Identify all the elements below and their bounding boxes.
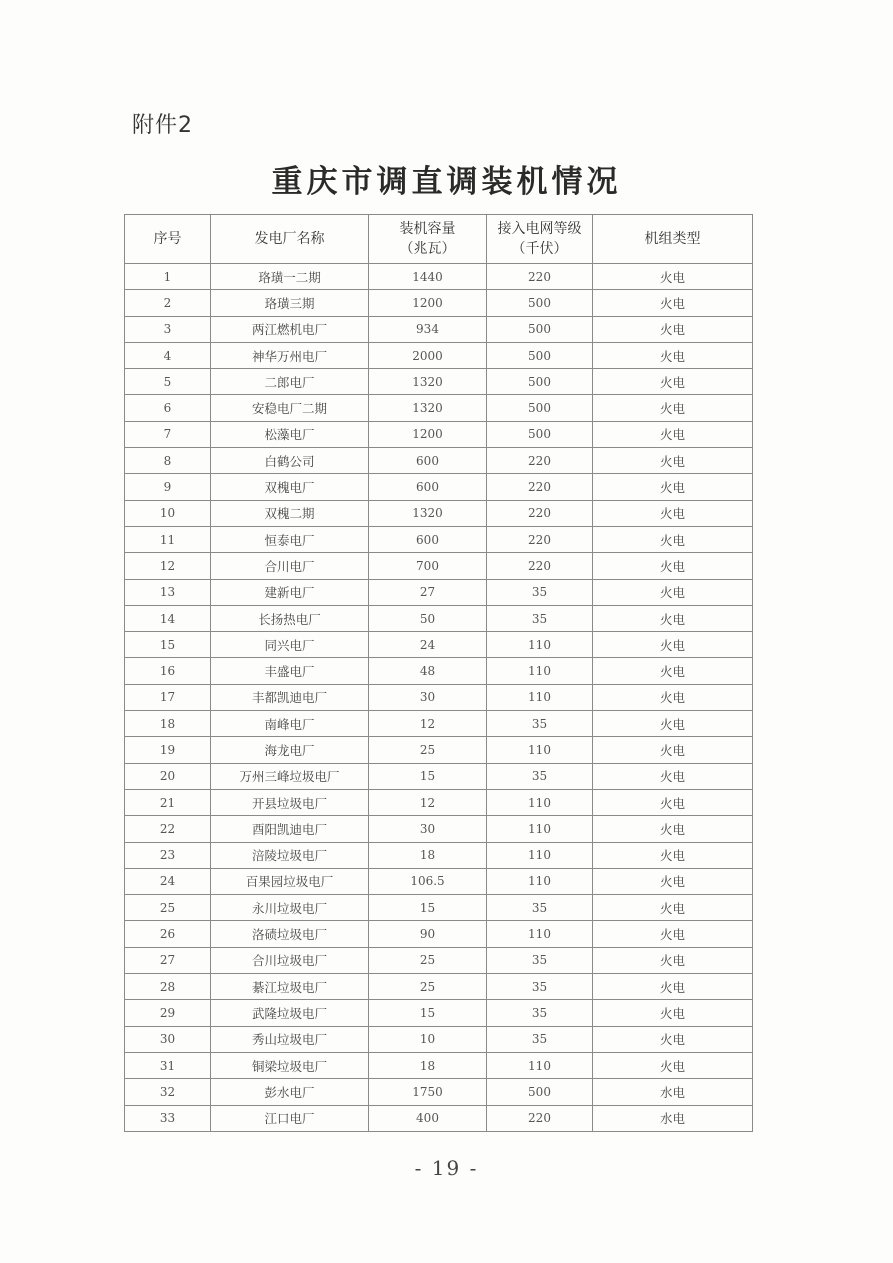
cell-voltage: 500 — [487, 1079, 593, 1105]
cell-index: 31 — [125, 1052, 211, 1078]
cell-capacity: 15 — [369, 895, 487, 921]
cell-unit-type: 火电 — [593, 290, 753, 316]
cell-plant-name: 酉阳凯迪电厂 — [211, 816, 369, 842]
cell-unit-type: 火电 — [593, 369, 753, 395]
cell-plant-name: 建新电厂 — [211, 579, 369, 605]
table-row — [125, 579, 753, 605]
cell-unit-type: 火电 — [593, 816, 753, 842]
cell-voltage: 220 — [487, 448, 593, 474]
cell-voltage: 110 — [487, 1052, 593, 1078]
cell-index: 3 — [125, 316, 211, 342]
cell-unit-type: 火电 — [593, 763, 753, 789]
cell-voltage: 35 — [487, 974, 593, 1000]
table-row — [125, 474, 753, 500]
table-row — [125, 895, 753, 921]
cell-capacity: 15 — [369, 1000, 487, 1026]
table-row — [125, 421, 753, 447]
cell-plant-name: 双槐电厂 — [211, 474, 369, 500]
cell-capacity: 18 — [369, 842, 487, 868]
table-row — [125, 921, 753, 947]
cell-voltage: 110 — [487, 632, 593, 658]
cell-capacity: 2000 — [369, 342, 487, 368]
table-row — [125, 816, 753, 842]
cell-index: 19 — [125, 737, 211, 763]
table-row — [125, 658, 753, 684]
header-voltage-line1: 接入电网等级 — [497, 221, 582, 237]
table-row — [125, 448, 753, 474]
cell-plant-name: 两江燃机电厂 — [211, 316, 369, 342]
cell-voltage: 500 — [487, 369, 593, 395]
cell-plant-name: 武隆垃圾电厂 — [211, 1000, 369, 1026]
cell-capacity: 600 — [369, 474, 487, 500]
cell-capacity: 48 — [369, 658, 487, 684]
cell-unit-type: 火电 — [593, 737, 753, 763]
cell-capacity: 700 — [369, 553, 487, 579]
table-row — [125, 553, 753, 579]
cell-voltage: 110 — [487, 868, 593, 894]
table-row — [125, 316, 753, 342]
cell-unit-type: 火电 — [593, 264, 753, 290]
cell-voltage: 500 — [487, 316, 593, 342]
header-voltage — [487, 215, 593, 264]
table-row — [125, 842, 753, 868]
cell-capacity: 90 — [369, 921, 487, 947]
cell-unit-type: 火电 — [593, 579, 753, 605]
table-row — [125, 1000, 753, 1026]
cell-plant-name: 神华万州电厂 — [211, 342, 369, 368]
cell-plant-name: 南峰电厂 — [211, 711, 369, 737]
table-row — [125, 711, 753, 737]
header-plant-name: 发电厂名称 — [211, 215, 369, 264]
cell-unit-type: 水电 — [593, 1105, 753, 1131]
attachment-label: 附件2 — [132, 113, 193, 138]
cell-unit-type: 火电 — [593, 1052, 753, 1078]
cell-unit-type: 火电 — [593, 684, 753, 710]
page-number: - 19 - — [414, 1156, 479, 1180]
cell-voltage: 35 — [487, 605, 593, 631]
cell-index: 8 — [125, 448, 211, 474]
cell-unit-type: 火电 — [593, 1000, 753, 1026]
cell-index: 21 — [125, 789, 211, 815]
cell-plant-name: 丰盛电厂 — [211, 658, 369, 684]
cell-capacity: 25 — [369, 737, 487, 763]
cell-index: 20 — [125, 763, 211, 789]
cell-capacity: 18 — [369, 1052, 487, 1078]
cell-plant-name: 丰都凯迪电厂 — [211, 684, 369, 710]
cell-voltage: 110 — [487, 842, 593, 868]
table-row — [125, 395, 753, 421]
table-row — [125, 1079, 753, 1105]
cell-unit-type: 火电 — [593, 895, 753, 921]
cell-plant-name: 恒泰电厂 — [211, 526, 369, 552]
cell-plant-name: 长扬热电厂 — [211, 605, 369, 631]
cell-unit-type: 火电 — [593, 448, 753, 474]
cell-voltage: 35 — [487, 947, 593, 973]
cell-voltage: 500 — [487, 421, 593, 447]
cell-plant-name: 二郎电厂 — [211, 369, 369, 395]
table-row — [125, 369, 753, 395]
cell-capacity: 27 — [369, 579, 487, 605]
cell-capacity: 30 — [369, 816, 487, 842]
cell-unit-type: 火电 — [593, 842, 753, 868]
table-row — [125, 763, 753, 789]
cell-plant-name: 涪陵垃圾电厂 — [211, 842, 369, 868]
cell-capacity: 10 — [369, 1026, 487, 1052]
cell-index: 15 — [125, 632, 211, 658]
cell-plant-name: 百果园垃圾电厂 — [211, 868, 369, 894]
cell-voltage: 500 — [487, 395, 593, 421]
cell-capacity: 24 — [369, 632, 487, 658]
installed-capacity-table — [124, 214, 753, 1132]
cell-unit-type: 火电 — [593, 605, 753, 631]
table-body — [125, 264, 753, 1132]
cell-index: 11 — [125, 526, 211, 552]
cell-capacity: 1440 — [369, 264, 487, 290]
header-index: 序号 — [125, 215, 211, 264]
cell-voltage: 220 — [487, 500, 593, 526]
table-row — [125, 264, 753, 290]
cell-capacity: 600 — [369, 448, 487, 474]
cell-unit-type: 火电 — [593, 342, 753, 368]
cell-capacity: 1750 — [369, 1079, 487, 1105]
cell-index: 14 — [125, 605, 211, 631]
cell-voltage: 220 — [487, 553, 593, 579]
cell-index: 32 — [125, 1079, 211, 1105]
table-row — [125, 947, 753, 973]
table-row — [125, 1105, 753, 1131]
cell-index: 7 — [125, 421, 211, 447]
cell-voltage: 220 — [487, 474, 593, 500]
cell-plant-name: 永川垃圾电厂 — [211, 895, 369, 921]
cell-capacity: 50 — [369, 605, 487, 631]
cell-voltage: 220 — [487, 1105, 593, 1131]
cell-unit-type: 火电 — [593, 395, 753, 421]
cell-index: 4 — [125, 342, 211, 368]
cell-plant-name: 合川垃圾电厂 — [211, 947, 369, 973]
cell-unit-type: 火电 — [593, 316, 753, 342]
cell-index: 2 — [125, 290, 211, 316]
cell-capacity: 15 — [369, 763, 487, 789]
cell-voltage: 110 — [487, 658, 593, 684]
cell-plant-name: 开县垃圾电厂 — [211, 789, 369, 815]
cell-plant-name: 铜梁垃圾电厂 — [211, 1052, 369, 1078]
cell-capacity: 1200 — [369, 421, 487, 447]
cell-index: 6 — [125, 395, 211, 421]
cell-capacity: 12 — [369, 711, 487, 737]
cell-index: 13 — [125, 579, 211, 605]
cell-capacity: 934 — [369, 316, 487, 342]
cell-voltage: 500 — [487, 290, 593, 316]
cell-unit-type: 火电 — [593, 921, 753, 947]
header-unit-type: 机组类型 — [593, 215, 753, 264]
cell-unit-type: 火电 — [593, 632, 753, 658]
table-row — [125, 526, 753, 552]
table-row — [125, 684, 753, 710]
cell-index: 22 — [125, 816, 211, 842]
cell-capacity: 1320 — [369, 369, 487, 395]
header-capacity-line1: 装机容量 — [399, 221, 456, 237]
cell-voltage: 35 — [487, 895, 593, 921]
cell-unit-type: 火电 — [593, 421, 753, 447]
cell-capacity: 1200 — [369, 290, 487, 316]
cell-capacity: 30 — [369, 684, 487, 710]
cell-plant-name: 秀山垃圾电厂 — [211, 1026, 369, 1052]
cell-plant-name: 江口电厂 — [211, 1105, 369, 1131]
cell-plant-name: 万州三峰垃圾电厂 — [211, 763, 369, 789]
header-voltage-line2: （千伏） — [511, 241, 568, 257]
cell-plant-name: 安稳电厂二期 — [211, 395, 369, 421]
cell-plant-name: 珞璜一二期 — [211, 264, 369, 290]
cell-unit-type: 火电 — [593, 658, 753, 684]
table-row — [125, 605, 753, 631]
cell-index: 5 — [125, 369, 211, 395]
cell-plant-name: 双槐二期 — [211, 500, 369, 526]
cell-index: 28 — [125, 974, 211, 1000]
cell-index: 17 — [125, 684, 211, 710]
cell-capacity: 25 — [369, 947, 487, 973]
table-row — [125, 1026, 753, 1052]
cell-plant-name: 松藻电厂 — [211, 421, 369, 447]
cell-plant-name: 白鹤公司 — [211, 448, 369, 474]
cell-unit-type: 火电 — [593, 868, 753, 894]
cell-unit-type: 火电 — [593, 1026, 753, 1052]
cell-plant-name: 彭水电厂 — [211, 1079, 369, 1105]
cell-index: 16 — [125, 658, 211, 684]
cell-unit-type: 火电 — [593, 947, 753, 973]
cell-plant-name: 同兴电厂 — [211, 632, 369, 658]
cell-unit-type: 火电 — [593, 789, 753, 815]
cell-index: 24 — [125, 868, 211, 894]
cell-plant-name: 洛碛垃圾电厂 — [211, 921, 369, 947]
cell-plant-name: 珞璜三期 — [211, 290, 369, 316]
cell-index: 33 — [125, 1105, 211, 1131]
document-title: 重庆市调直调装机情况 — [271, 164, 622, 200]
cell-voltage: 35 — [487, 763, 593, 789]
cell-unit-type: 火电 — [593, 526, 753, 552]
cell-index: 30 — [125, 1026, 211, 1052]
cell-plant-name: 海龙电厂 — [211, 737, 369, 763]
cell-plant-name: 綦江垃圾电厂 — [211, 974, 369, 1000]
cell-index: 26 — [125, 921, 211, 947]
cell-voltage: 220 — [487, 526, 593, 552]
cell-voltage: 35 — [487, 1000, 593, 1026]
table-row — [125, 789, 753, 815]
cell-index: 18 — [125, 711, 211, 737]
cell-capacity: 1320 — [369, 395, 487, 421]
cell-voltage: 35 — [487, 579, 593, 605]
table-row — [125, 868, 753, 894]
header-capacity-line2: （兆瓦） — [399, 241, 456, 257]
table-row — [125, 632, 753, 658]
cell-index: 27 — [125, 947, 211, 973]
cell-capacity: 400 — [369, 1105, 487, 1131]
cell-index: 1 — [125, 264, 211, 290]
cell-index: 9 — [125, 474, 211, 500]
cell-plant-name: 合川电厂 — [211, 553, 369, 579]
header-capacity — [369, 215, 487, 264]
cell-index: 29 — [125, 1000, 211, 1026]
cell-capacity: 600 — [369, 526, 487, 552]
cell-voltage: 110 — [487, 789, 593, 815]
cell-unit-type: 水电 — [593, 1079, 753, 1105]
cell-voltage: 110 — [487, 737, 593, 763]
cell-unit-type: 火电 — [593, 974, 753, 1000]
cell-unit-type: 火电 — [593, 711, 753, 737]
cell-capacity: 12 — [369, 789, 487, 815]
table-row — [125, 342, 753, 368]
cell-voltage: 220 — [487, 264, 593, 290]
cell-unit-type: 火电 — [593, 500, 753, 526]
cell-capacity: 1320 — [369, 500, 487, 526]
table-row — [125, 290, 753, 316]
cell-voltage: 110 — [487, 816, 593, 842]
table-row — [125, 1052, 753, 1078]
cell-index: 25 — [125, 895, 211, 921]
cell-unit-type: 火电 — [593, 553, 753, 579]
table-header-row — [125, 215, 753, 264]
cell-capacity: 106.5 — [369, 868, 487, 894]
table-row — [125, 500, 753, 526]
cell-index: 23 — [125, 842, 211, 868]
cell-voltage: 110 — [487, 921, 593, 947]
cell-index: 10 — [125, 500, 211, 526]
table-row — [125, 737, 753, 763]
cell-voltage: 110 — [487, 684, 593, 710]
table-row — [125, 974, 753, 1000]
cell-capacity: 25 — [369, 974, 487, 1000]
cell-voltage: 35 — [487, 1026, 593, 1052]
cell-index: 12 — [125, 553, 211, 579]
cell-voltage: 500 — [487, 342, 593, 368]
cell-unit-type: 火电 — [593, 474, 753, 500]
cell-voltage: 35 — [487, 711, 593, 737]
